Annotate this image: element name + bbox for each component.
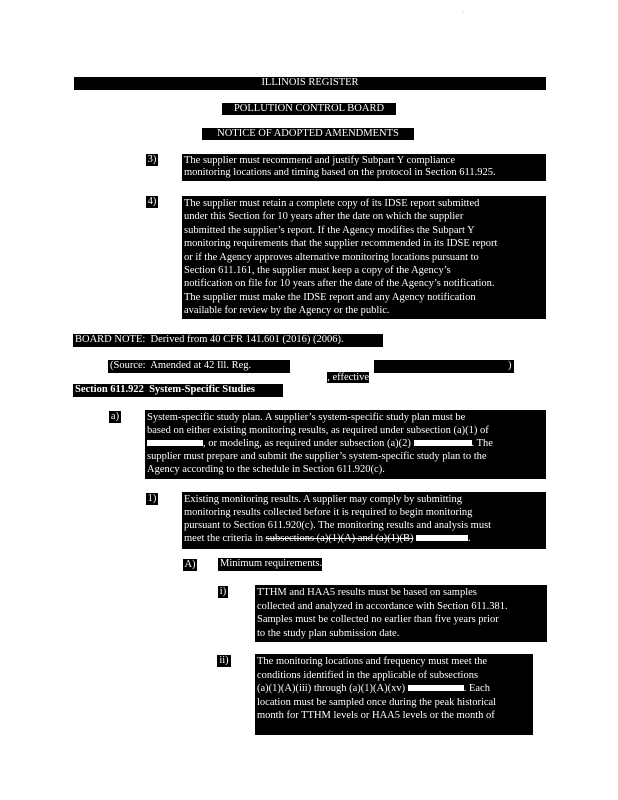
subsection-1-text [182,492,546,549]
item-3-line: monitoring locations and timing based on the protocol in Section 611.925. [184,167,496,178]
source-prefix: (Source: Amended at 42 Ill. Reg. [108,360,290,373]
source-date-redaction [374,360,510,373]
notice-title: NOTICE OF ADOPTED AMENDMENTS [202,128,414,140]
subsection-a-line: System-specific study plan. A supplier’s system-specific study plan must be [147,412,466,423]
subsection-1-line: meet the criteria in subsections (a)(1)(A) and (a)(1)(B) . [184,533,471,544]
board-title: POLLUTION CONTROL BOARD [222,103,396,115]
item-3-line: The supplier must recommend and justify Subpart Y compliance [184,155,455,166]
subsection-i-line: TTHM and HAA5 results must be based on samples [257,587,477,598]
item-4-line: or if the Agency approves alternative monitoring locations pursuant to [184,251,479,263]
item-4-line: monitoring requirements that the supplier recommended in its IDSE report [184,238,498,250]
subsection-i-line: Samples must be collected no earlier than five years prior [257,614,499,625]
subsection-ii-line: month for TTHM levels or HAA5 levels or the month of [257,710,495,721]
subsection-i-line: to the study plan submission date. [257,627,400,639]
subsection-ii-line: location must be sampled once during the peak historical [257,696,497,708]
subsection-A-text: Minimum requirements. [220,558,323,569]
subsection-ii-label: ii) [217,655,231,667]
redacted-text [414,440,472,446]
redacted-text [416,535,468,541]
item-3-text [182,154,546,181]
subsection-ii-line: The monitoring locations and frequency must meet the [257,656,488,667]
redacted-text [147,440,203,446]
item-4-line: submitted the supplier’s report. If the Agency modifies the Subpart Y [184,224,475,236]
subsection-ii-line: conditions identified in the applicable of subsections [257,669,479,681]
subsection-ii-line: (a)(1)(A)(iii) through (a)(1)(A)(xv) . Each [257,683,490,694]
source-effective: , effective [327,372,370,383]
item-4-line: Section 611.161, the supplier must keep a copy of the Agency’s [184,265,451,277]
subsection-a-line: Agency according to the schedule in Section 611.920(c). [147,464,385,475]
struck-text: subsections (a)(1)(A) and (a)(1)(B) [265,533,414,544]
subsection-a-line: based on either existing monitoring results, as required under subsection (a)(1) of [147,425,489,436]
subsection-a-label: a) [110,411,120,422]
redacted-text [408,685,464,691]
subsection-1-line: Existing monitoring results. A supplier may comply by submitting [184,494,462,505]
subsection-1-label: 1) [147,493,157,504]
subsection-1-line: monitoring results collected before it is required to begin monitoring [184,507,473,518]
section-heading: Section 611.922 System-Specific Studies [73,384,283,397]
subsection-a-text [145,410,546,479]
subsection-i-line: collected and analyzed in accordance with Section 611.381. [257,600,508,612]
item-4-line: The supplier must make the IDSE report and any Agency notification [184,291,476,303]
subsection-ii-text [255,654,533,735]
item-4-line: The supplier must retain a complete copy of its IDSE report submitted [184,198,480,209]
subsection-i-label: i) [219,586,227,597]
subsection-i-text [255,585,547,642]
source-middle [322,360,378,383]
item-4-line: under this Section for 10 years after the date on which the supplier [184,211,464,223]
register-title: ILLINOIS REGISTER [74,77,546,90]
subsection-1-line: pursuant to Section 611.920(c). The monitoring results and analysis must [184,520,492,531]
item-4-line: notification on file for 10 years after the date of the Agency’s notification. [184,278,495,290]
subsection-a-line: supplier must prepare and submit the supplier’s system-specific study plan to the [147,451,487,462]
source-suffix: ) [508,360,514,373]
scan-speck [463,12,464,13]
item-4-label: 4) [147,196,157,207]
item-4-text [182,196,546,319]
board-note: BOARD NOTE: Derived from 40 CFR 141.601 (2016) (2006). [73,334,383,347]
subsection-a-line: , or modeling, as required under subsection (a)(2) . The [147,437,546,450]
subsection-A-label: A) [184,559,196,570]
item-3-label: 3) [147,154,157,165]
item-4-line: available for review by the Agency or the public. [184,305,390,317]
